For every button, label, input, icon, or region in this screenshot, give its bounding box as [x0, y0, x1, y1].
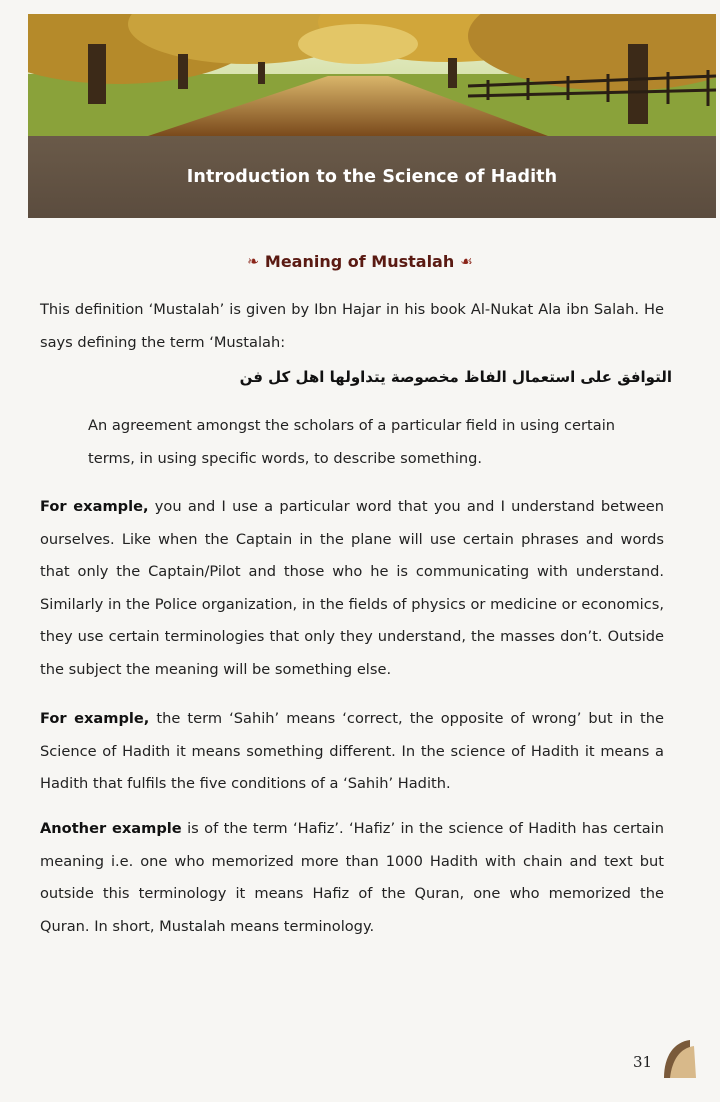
- arabic-definition: التوافق على استعمال الفاظ مخصوصة يتداولها اهل كل فن: [239, 368, 672, 386]
- chapter-title: Introduction to the Science of Hadith: [186, 167, 558, 187]
- translation-quote: An agreement amongst the scholars of a particular field in using certain terms, in using specific words, to describe something.: [88, 417, 615, 467]
- lead-bold: For example,: [40, 498, 149, 515]
- paragraph-text: is of the term ‘Hafiz’. ‘Hafiz’ in the science of Hadith has certain meaning i.e. one who memorized more than 1000 Hadith with chain and text but outside this terminology it means Hafiz of the Quran, one who memorized the Quran. In short, Mustalah means terminology.: [40, 820, 664, 935]
- lead-bold: Another example: [40, 820, 182, 837]
- intro-paragraph: This definition ‘Mustalah’ is given by Ibn Hajar in his book Al-Nukat Ala ibn Salah. He says defining the term ‘Mustalah:: [40, 301, 664, 351]
- ornament-left-icon: ❧: [247, 254, 259, 270]
- paragraph-example-3: [40, 813, 664, 943]
- autumn-path-illustration: [28, 14, 716, 136]
- title-band: [28, 136, 716, 218]
- section-heading: [0, 252, 720, 271]
- paragraph-example-2: [40, 703, 664, 801]
- paragraph-example-1: [40, 491, 664, 686]
- paragraph-text: you and I use a particular word that you and I understand between ourselves. Like when the Captain in the plane will use certain phrases and words that only the Captain/Pilot and those who he is communicating with understand. Similarly in the Police organization, in the fields of physics or medicine or economics, they use certain terminologies that only they understand, the masses don’t. Outside the subject the meaning will be something else.: [40, 498, 665, 678]
- section-heading-text: Meaning of Mustalah: [264, 252, 455, 271]
- page-number: 31: [633, 1053, 653, 1071]
- ornament-right-icon: ☙: [460, 254, 473, 270]
- paragraph-text: the term ‘Sahih’ means ‘correct, the opposite of wrong’ but in the Science of Hadith it means something different. In the science of Hadith it means a Hadith that fulfils the five conditions of a ‘Sahih’ Hadith.: [40, 710, 664, 792]
- lead-bold: For example,: [40, 710, 150, 727]
- page-corner-tab-icon: [660, 1038, 700, 1080]
- header-banner-image: [28, 14, 716, 136]
